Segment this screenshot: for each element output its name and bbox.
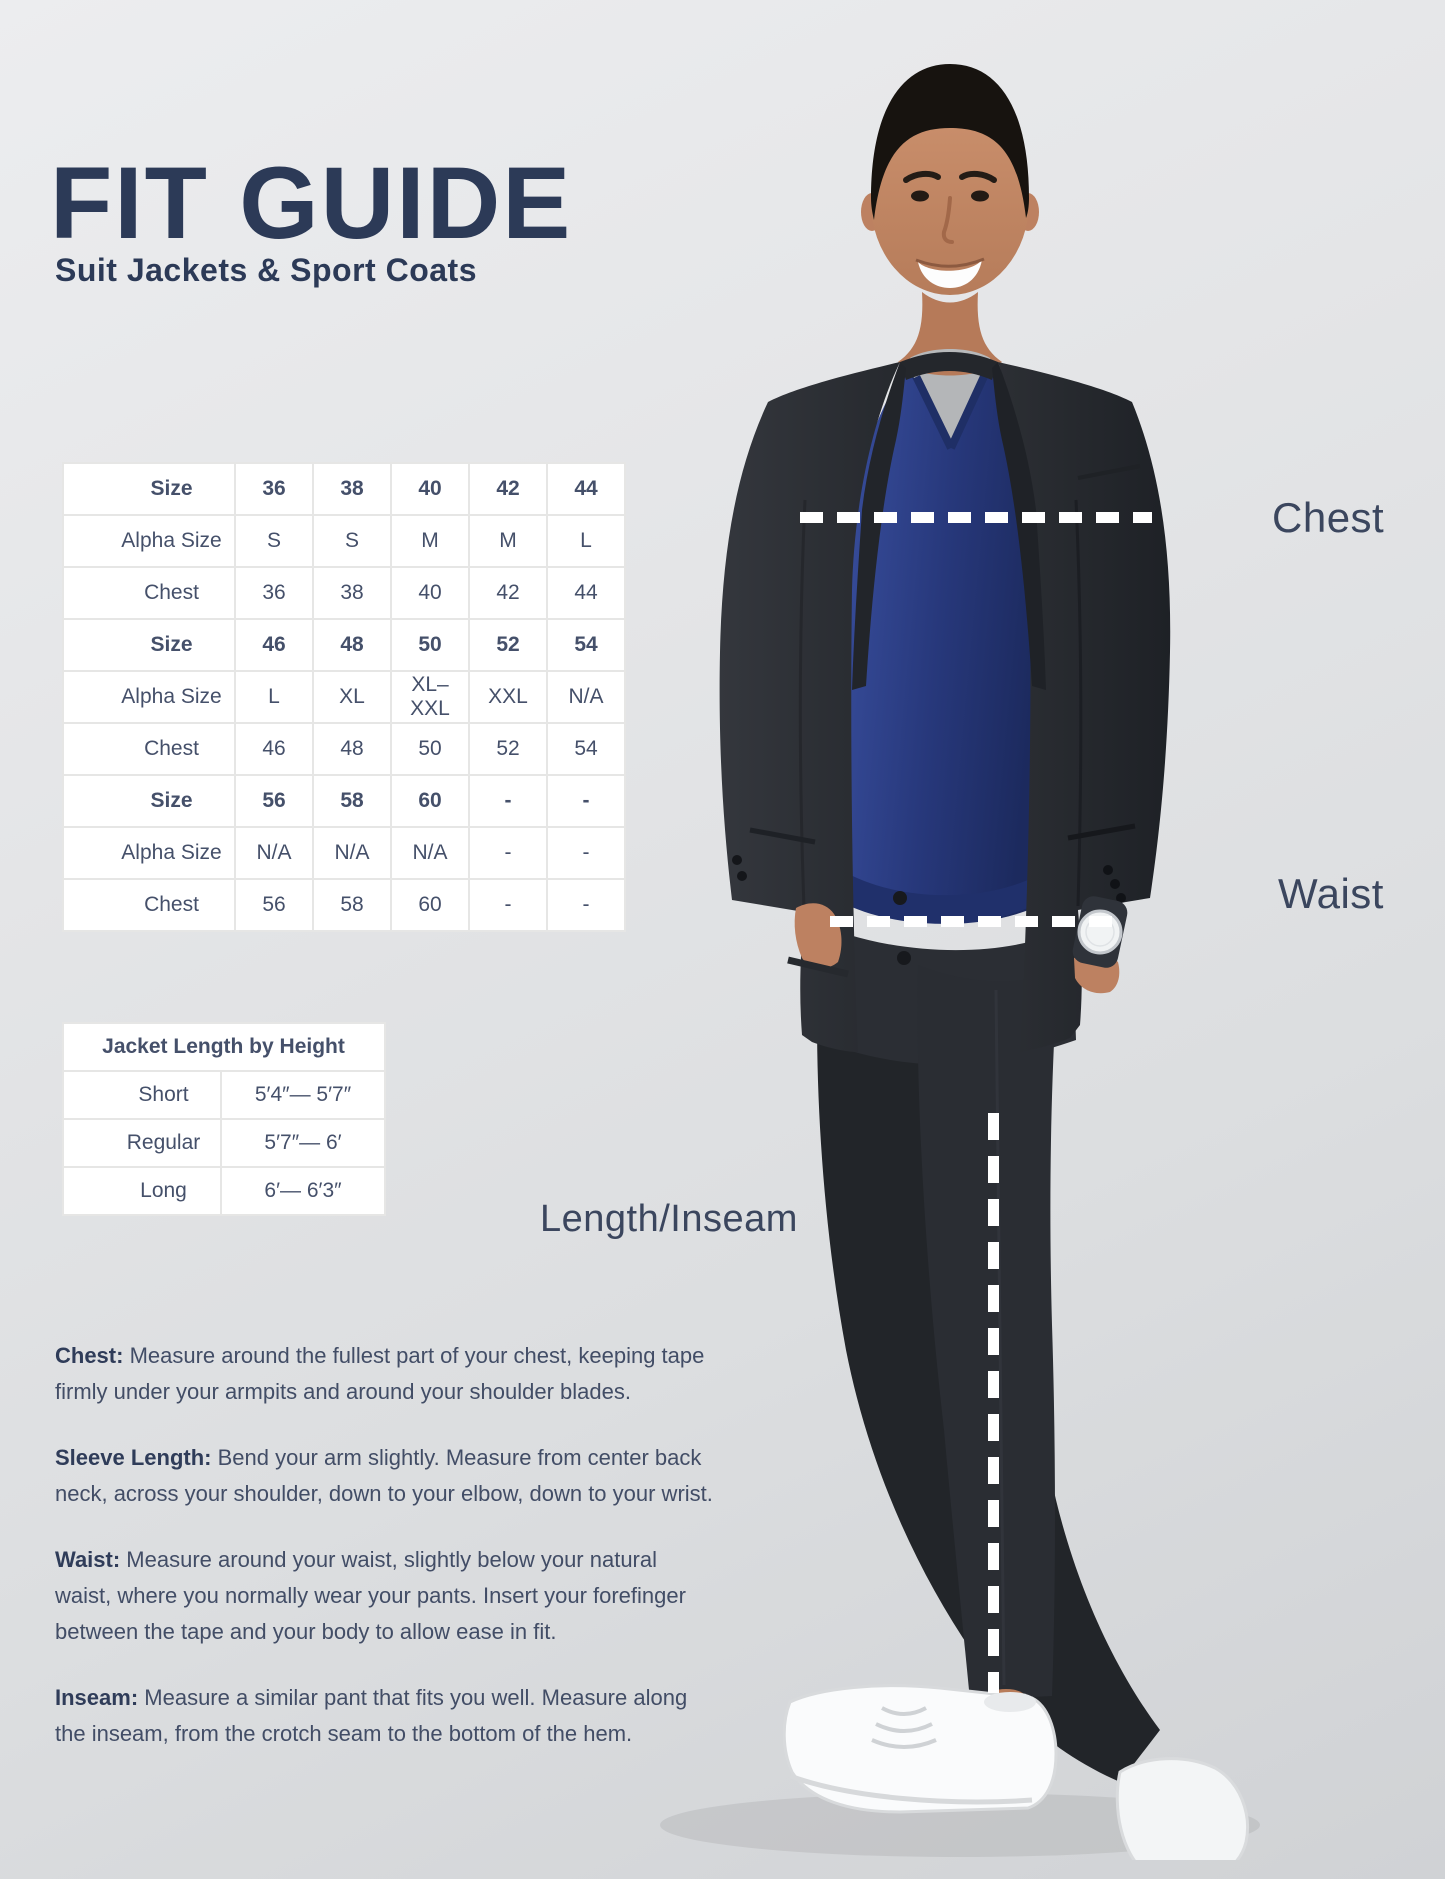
table-cell: 46 [235, 619, 313, 671]
back-sneaker [1117, 1759, 1247, 1860]
instruction-label: Sleeve Length: [55, 1445, 218, 1470]
table-cell: 52 [469, 723, 547, 775]
table-cell: 36 [235, 463, 313, 515]
table-cell: 5′4″— 5′7″ [221, 1071, 385, 1119]
table-cell: 56 [235, 879, 313, 931]
table-cell: Chest [63, 723, 235, 775]
table-cell: Alpha Size [63, 827, 235, 879]
table-cell: - [547, 879, 625, 931]
table-cell: 5′7″— 6′ [221, 1119, 385, 1167]
instruction-paragraph: Inseam: Measure a similar pant that fits you well. Measure along the inseam, from the crotch seam to the bottom of the hem. [55, 1685, 688, 1746]
table-cell: Chest [63, 567, 235, 619]
table-cell: S [313, 515, 391, 567]
table-cell: 60 [391, 879, 469, 931]
size-group-header-row [63, 775, 625, 827]
instruction-label: Chest: [55, 1343, 130, 1368]
size-data-row [63, 515, 625, 567]
table-cell: 58 [313, 775, 391, 827]
table-cell: Alpha Size [63, 515, 235, 567]
instruction-paragraph: Sleeve Length: Bend your arm slightly. Measure from center back neck, across your shoulder, down to your elbow, down to your wrist. [55, 1445, 713, 1506]
waist-measure-line [830, 916, 1122, 927]
table-cell: 48 [313, 723, 391, 775]
table-cell: N/A [235, 827, 313, 879]
chest-label: Chest [1272, 494, 1385, 541]
table-cell: N/A [391, 827, 469, 879]
size-data-row [63, 879, 625, 931]
table-cell: 46 [235, 723, 313, 775]
measurement-instructions [55, 1338, 717, 1782]
table-cell: Regular [63, 1119, 221, 1167]
table-cell: 36 [235, 567, 313, 619]
table-cell: 6′— 6′3″ [221, 1167, 385, 1215]
table-cell: 48 [313, 619, 391, 671]
inseam-measure-line [988, 1113, 999, 1693]
table-cell: Long [63, 1167, 221, 1215]
table-cell: XXL [469, 671, 547, 723]
eye [911, 191, 929, 202]
table-cell: 50 [391, 619, 469, 671]
page-title: FIT GUIDE [50, 146, 573, 260]
length-inseam-label: Length/Inseam [540, 1198, 798, 1240]
table-cell: 54 [547, 619, 625, 671]
table-cell: Short [63, 1071, 221, 1119]
table-cell: 44 [547, 463, 625, 515]
table-cell: Size [63, 775, 235, 827]
table-cell: Size [63, 463, 235, 515]
table-cell: XL–XXL [391, 671, 469, 723]
table-cell: XL [313, 671, 391, 723]
size-group-header-row [63, 619, 625, 671]
chest-measure-line [800, 512, 1152, 523]
table-cell: S [235, 515, 313, 567]
page-subtitle: Suit Jackets & Sport Coats [55, 252, 477, 288]
table-cell: Alpha Size [63, 671, 235, 723]
table-cell: Jacket Length by Height [63, 1023, 385, 1071]
table-cell: 42 [469, 463, 547, 515]
table-cell: 52 [469, 619, 547, 671]
size-data-row [63, 827, 625, 879]
jacket-length-table [62, 1022, 386, 1216]
table-cell: 40 [391, 567, 469, 619]
size-data-row [63, 723, 625, 775]
table-cell: 56 [235, 775, 313, 827]
table-cell: L [235, 671, 313, 723]
table-cell: 38 [313, 463, 391, 515]
size-table [62, 462, 626, 932]
table-cell: Size [63, 619, 235, 671]
table-cell: 54 [547, 723, 625, 775]
instruction-paragraph: Chest: Measure around the fullest part of your chest, keeping tape firmly under your armpits and around your shoulder blades. [55, 1343, 705, 1404]
table-cell: 44 [547, 567, 625, 619]
table-cell: L [547, 515, 625, 567]
table-cell: 50 [391, 723, 469, 775]
instruction-label: Inseam: [55, 1685, 145, 1710]
table-cell: M [391, 515, 469, 567]
table-cell: - [547, 775, 625, 827]
table-cell: - [469, 827, 547, 879]
table-cell: 58 [313, 879, 391, 931]
size-data-row [63, 567, 625, 619]
size-data-row [63, 671, 625, 723]
instruction-paragraph: Waist: Measure around your waist, slightly below your natural waist, where you normally wear your pants. Insert your forefinger between the tape and your body to allow ease in fit. [55, 1547, 686, 1644]
table-cell: Chest [63, 879, 235, 931]
table-cell: M [469, 515, 547, 567]
table-cell: - [547, 827, 625, 879]
table-cell: - [469, 879, 547, 931]
table-cell: N/A [313, 827, 391, 879]
jacket-button [897, 951, 911, 965]
table-cell: 42 [469, 567, 547, 619]
size-group-header-row [63, 463, 625, 515]
eye [971, 191, 989, 202]
length-table-header-row [63, 1023, 385, 1071]
table-cell: N/A [547, 671, 625, 723]
length-data-row [63, 1167, 385, 1215]
table-cell: 60 [391, 775, 469, 827]
jacket-button [893, 891, 907, 905]
table-cell: 40 [391, 463, 469, 515]
waist-label: Waist [1278, 870, 1384, 917]
length-data-row [63, 1119, 385, 1167]
table-cell: 38 [313, 567, 391, 619]
head [861, 64, 1039, 295]
length-data-row [63, 1071, 385, 1119]
table-cell: - [469, 775, 547, 827]
instruction-label: Waist: [55, 1547, 127, 1572]
